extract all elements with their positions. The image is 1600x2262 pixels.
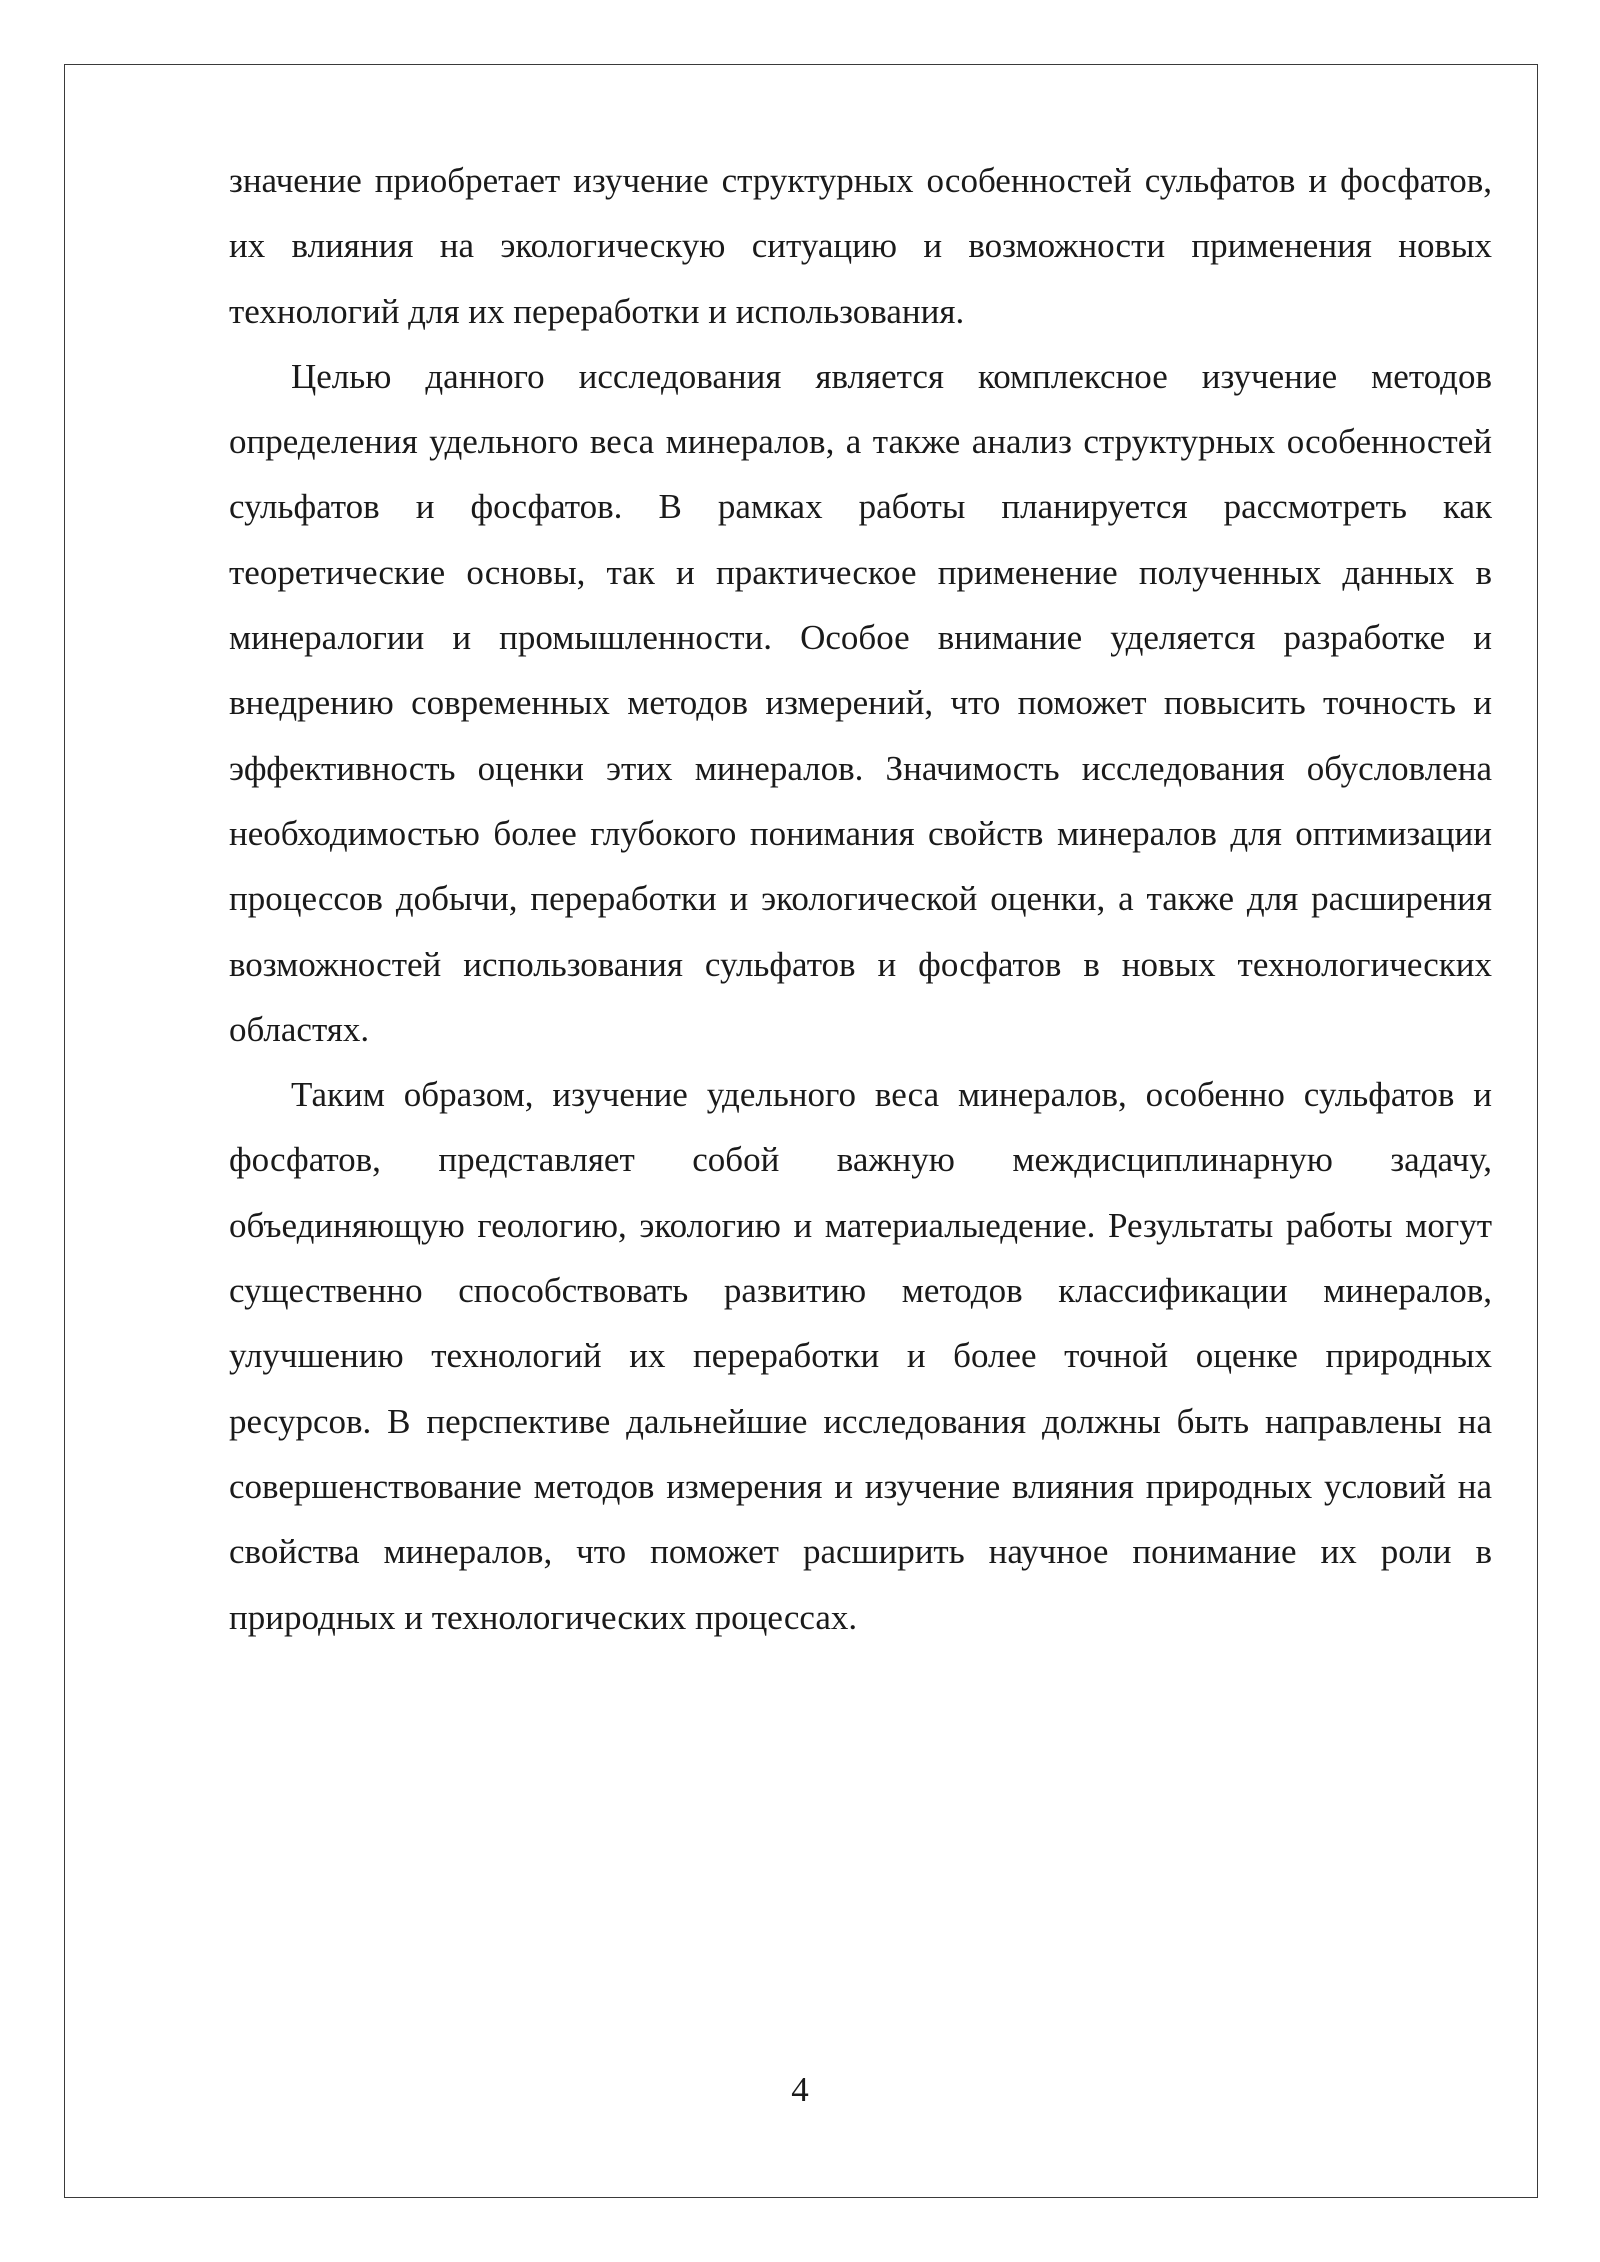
document-body bbox=[229, 148, 1492, 1650]
paragraph-research-goal: Целью данного исследования является комплексное изучение методов определения удельного веса минералов, а также анализ структурных особенностей сульфатов и фосфатов. В рамках работы планируется рассмотреть как теоретические основы, так и практическое применение полученных данных в минералогии и промышленности. Особое внимание уделяется разработке и внедрению современных методов измерений, что поможет повысить точность и эффективность оценки этих минералов. Значимость исследования обусловлена необходимостью более глубокого понимания свойств минералов для оптимизации процессов добычи, переработки и экологической оценки, а также для расширения возможностей использования сульфатов и фосфатов в новых технологических областях. bbox=[229, 356, 1492, 1049]
paragraph-continuation: значение приобретает изучение структурных особенностей сульфатов и фосфатов, их влияния на экологическую ситуацию и возможности применения новых технологий для их переработки и использования. bbox=[229, 161, 1492, 331]
page-number: 4 bbox=[791, 2070, 809, 2109]
paragraph-conclusion: Таким образом, изучение удельного веса минералов, особенно сульфатов и фосфатов, представляет собой важную междисциплинарную задачу, объединяющую геологию, экологию и материалыедение. Результаты работы могут существенно способствовать развитию методов классификации минералов, улучшению технологий их переработки и более точной оценке природных ресурсов. В перспективе дальнейшие исследования должны быть направлены на совершенствование методов измерения и изучение влияния природных условий на свойства минералов, что поможет расширить научное понимание их роли в природных и технологических процессах. bbox=[229, 1075, 1492, 1637]
